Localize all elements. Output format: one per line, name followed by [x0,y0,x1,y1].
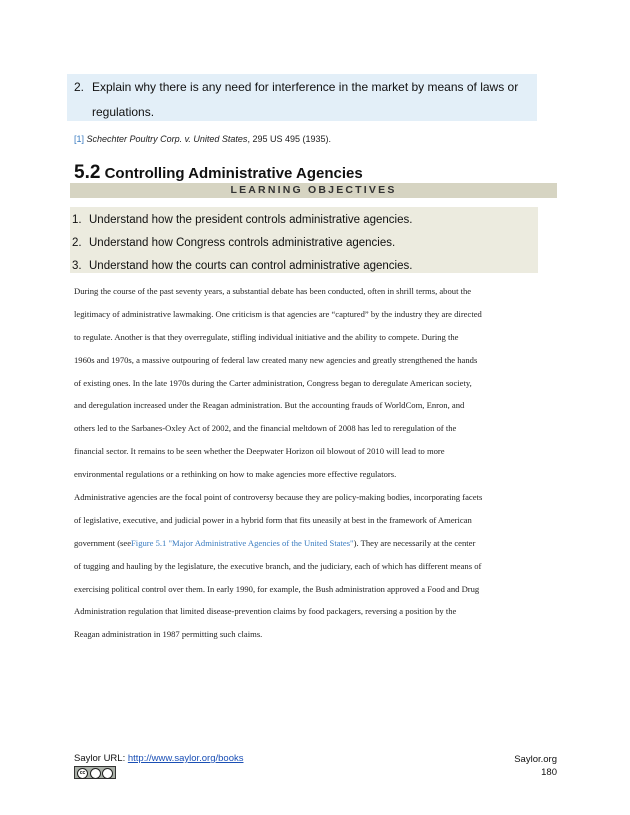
list-item-text: Understand how the president controls administrative agencies. [89,214,413,226]
cc-by-nc-sa-icon [74,766,116,779]
paragraph-line: 1960s and 1970s, a massive outpouring of federal law created many new agencies and greatly strengthened the hands [74,354,478,365]
paragraph-line: of tugging and hauling by the legislature, the executive branch, and the judiciary, each of which has different means of [74,560,482,571]
paragraph-text: ). They are necessarily at the center [353,537,476,548]
paragraph-line: to regulate. Another is that they overregulate, stifling individual initiative and the ability to compete. During the [74,331,459,342]
question-text-line1: Explain why there is any need for interference in the market by means of laws or [92,80,519,94]
footer-site: Saylor.org [514,754,557,765]
question-number: 2. [74,80,85,94]
paragraph-line: During the course of the past seventy years, a substantial debate has been conducted, often in shrill terms, about the [74,286,472,296]
paragraph-line: and deregulation increased under the Reagan administration. But the accounting frauds of WorldCom, Enron, and [74,400,465,411]
paragraph-line: others led to the Sarbanes-Oxley Act of 2002, and the financial meltdown of 2008 has led to reregulation of the [74,423,457,434]
question-text-line2: regulations. [92,105,155,119]
learning-objectives-list [70,207,538,273]
footer-url-label: Saylor URL: [74,753,128,764]
figure-link[interactable]: Figure 5.1 "Major Administrative Agencies of the United States" [131,537,354,548]
list-item-number: 3. [72,260,82,272]
paragraph-line [74,535,564,558]
paragraph-line: of existing ones. In the late 1970s during the Carter administration, Congress began to deregulate American society, [74,377,472,388]
footnote-ref-link[interactable]: [1] [74,134,85,144]
saylor-books-link[interactable]: http://www.saylor.org/books [127,753,244,764]
footnote [74,134,331,144]
paragraph-line: financial sector. It remains to be seen whether the Deepwater Horizon oil blowout of 2010 will lead to more [74,446,445,457]
list-item-text: Understand how the courts can control administrative agencies. [89,260,413,272]
footer-right [514,753,557,779]
learning-objectives-header: LEARNING OBJECTIVES [70,183,557,198]
by-icon [90,768,101,779]
footnote-citation: , 295 US 495 (1935). [247,134,331,144]
paragraph-text: government (see [74,537,132,548]
paragraph-line: Reagan administration in 1987 permitting such claims. [74,629,263,640]
paragraph-line: Administration regulation that limited disease-prevention claims by food packagers, reversing a position by the [74,606,457,617]
footer-url [74,753,244,764]
paragraph-line: exercising political control over them. In early 1990, for example, the Bush administration approved a Food and Drug [74,583,480,594]
review-question-box [67,74,537,121]
list-item-number: 2. [72,237,82,249]
cc-icon: cc [77,768,88,779]
list-item-number: 1. [72,214,82,226]
list-item-text: Understand how Congress controls administrative agencies. [89,237,396,249]
section-title: Controlling Administrative Agencies [100,165,363,182]
section-heading [74,162,363,184]
paragraph-line: legitimacy of administrative lawmaking. One criticism is that agencies are “captured” by the industry they are directed [74,308,482,319]
paragraph-line: Administrative agencies are the focal point of controversy because they are policy-making bodies, incorporating facets [74,492,483,503]
paragraph-line: of legislative, executive, and judicial power in a hybrid form that fits uneasily at best in the framework of American [74,514,472,525]
section-number: 5.2 [74,162,101,183]
paragraph-line: environmental regulations or a rethinking on how to make agencies more effective regulators. [74,469,397,480]
body-text [74,283,564,649]
nc-icon [102,768,113,779]
page-number: 180 [541,767,557,778]
footnote-case-name: Schechter Poultry Corp. v. United States [86,134,248,144]
